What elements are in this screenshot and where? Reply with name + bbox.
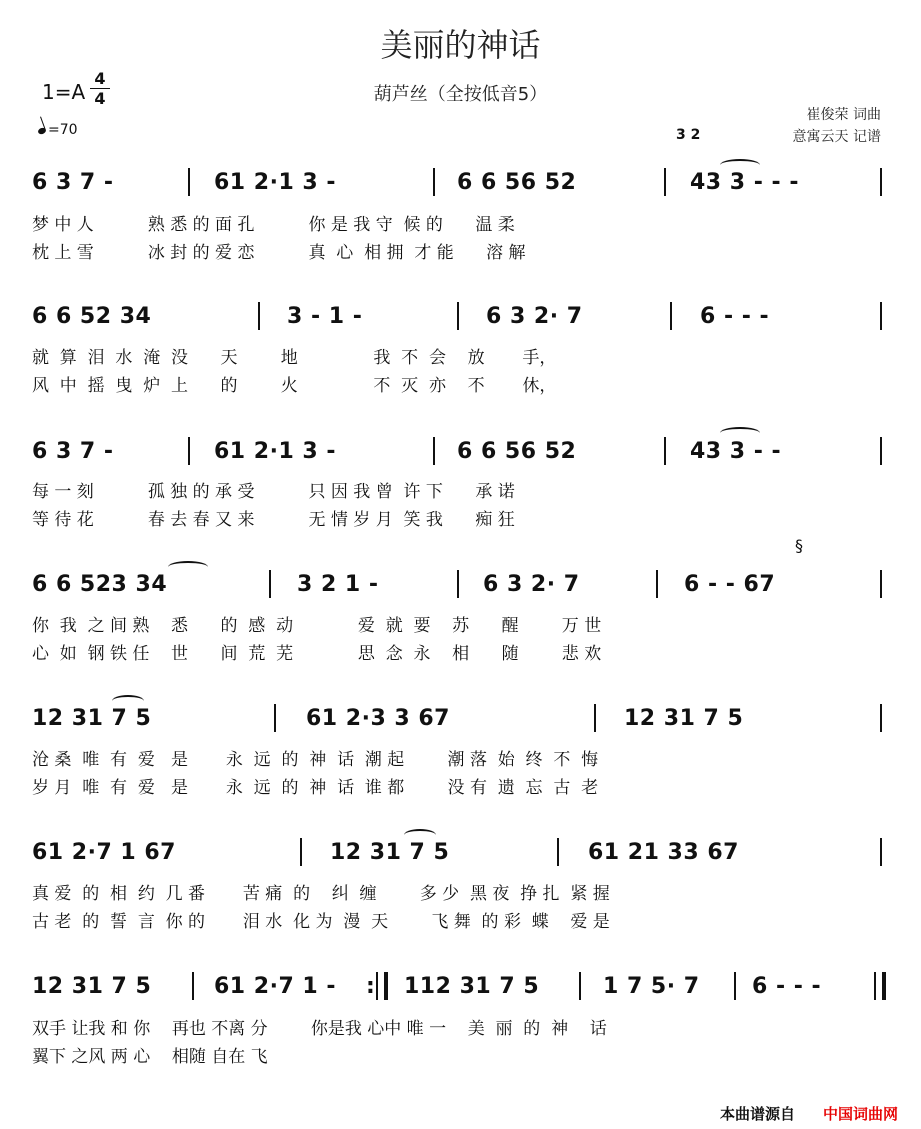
lyrics-verse-1: 你 我 之 间 熟 悉 的 感 动 爱 就 要 苏 醒 万 世	[32, 616, 602, 636]
barline	[664, 168, 666, 196]
barline	[594, 704, 596, 732]
lyrics-verse-2: 心 如 钢 铁 任 世 间 荒 芜 思 念 永 相 随 悲 欢	[32, 644, 602, 664]
score-measure: 61 2·7 1 -	[214, 974, 337, 999]
barline	[269, 570, 271, 598]
repeat-end-icon: :	[366, 974, 375, 999]
barline	[274, 704, 276, 732]
score-measure: 6 3 7 -	[32, 170, 114, 195]
barline	[579, 972, 581, 1000]
lyrics-verse-2: 翼下 之风 两 心 相随 自在 飞	[32, 1047, 268, 1067]
barline	[880, 168, 882, 196]
quarter-note-icon	[37, 127, 47, 135]
score-measure: 6 - - -	[752, 974, 822, 999]
tie-mark	[112, 695, 144, 707]
score-measure: 6 6 56 52	[457, 439, 577, 464]
barline	[457, 570, 459, 598]
score-measure: 6 - - 67	[684, 572, 776, 597]
score-measure: 3 2 1 -	[297, 572, 379, 597]
lyrics-verse-2: 古 老 的 誓 言 你 的 泪 水 化 为 漫 天 飞 舞 的 彩 蝶 爱 是	[32, 912, 610, 932]
score-measure: 12 31 7 5	[32, 974, 152, 999]
barline	[192, 972, 194, 1000]
time-signature	[90, 70, 110, 107]
key-signature: 1=A	[42, 80, 86, 104]
lyrics-verse-1: 就 算 泪 水 淹 没 天 地 我 不 会 放 手，	[32, 348, 557, 368]
arranger-credit: 意寓云天 记谱	[792, 129, 881, 145]
score-measure: 6 6 52 34	[32, 304, 152, 329]
lyrics-verse-2: 等 待 花 春 去 春 又 来 无 情 岁 月 笑 我 痴 狂	[32, 510, 515, 530]
barline	[734, 972, 736, 1000]
score-measure: 6 3 2· 7	[483, 572, 580, 597]
score-measure: 112 31 7 5	[404, 974, 540, 999]
lyrics-verse-2: 岁 月 唯 有 爱 是 永 远 的 神 话 谁 都 没 有 遗 忘 古 老	[32, 778, 599, 798]
barline	[880, 302, 882, 330]
barline	[258, 302, 260, 330]
barline	[880, 437, 882, 465]
barline	[457, 302, 459, 330]
source-label: 本曲谱源自	[720, 1105, 796, 1123]
score-measure: 43 3 - -	[690, 439, 782, 464]
song-title: 美丽的神话	[380, 26, 541, 64]
score-measure: 6 6 523 34	[32, 572, 168, 597]
instrument-subtitle: 葫芦丝（全按低音5）	[373, 84, 548, 105]
barline	[656, 570, 658, 598]
score-measure: 6 - - -	[700, 304, 770, 329]
tie-mark	[720, 159, 760, 171]
score-measure: 61 21 33 67	[588, 840, 739, 865]
lyrics-verse-1: 梦 中 人 熟 悉 的 面 孔 你 是 我 守 候 的 温 柔	[32, 215, 515, 235]
score-measure: 61 2·7 1 67	[32, 840, 176, 865]
barline	[880, 570, 882, 598]
barline	[188, 168, 190, 196]
barline	[880, 838, 882, 866]
score-measure: 12 31 7 5	[624, 706, 744, 731]
tempo-marking	[38, 122, 78, 138]
grace-notes: 3 2	[676, 127, 701, 143]
time-signature-top: 4	[94, 69, 106, 88]
repeat-barline	[376, 972, 388, 1000]
lyrics-verse-1: 沧 桑 唯 有 爱 是 永 远 的 神 话 潮 起 潮 落 始 终 不 悔	[32, 750, 599, 770]
lyricist-credit: 崔俊荣 词曲	[806, 107, 881, 123]
score-measure: 1 7 5· 7	[603, 974, 700, 999]
barline	[664, 437, 666, 465]
tempo-value: =70	[48, 122, 78, 138]
barline	[300, 838, 302, 866]
lyrics-verse-1: 真 爱 的 相 约 几 番 苦 痛 的 纠 缠 多 少 黑 夜 挣 扎 紧 握	[32, 884, 610, 904]
score-measure: 61 2·3 3 67	[306, 706, 450, 731]
time-signature-bottom: 4	[94, 89, 106, 108]
barline	[433, 168, 435, 196]
tie-mark	[720, 427, 760, 439]
barline	[188, 437, 190, 465]
lyrics-verse-2: 风 中 摇 曳 炉 上 的 火 不 灭 亦 不 休，	[32, 376, 557, 396]
score-measure: 61 2·1 3 -	[214, 170, 337, 195]
segno-icon: §	[795, 536, 803, 555]
barline	[433, 437, 435, 465]
lyrics-verse-1: 每 一 刻 孤 独 的 承 受 只 因 我 曾 许 下 承 诺	[32, 482, 515, 502]
score-measure: 61 2·1 3 -	[214, 439, 337, 464]
score-measure: 6 3 2· 7	[486, 304, 583, 329]
lyrics-verse-2: 枕 上 雪 冰 封 的 爱 恋 真 心 相 拥 才 能 溶 解	[32, 243, 526, 263]
tie-mark	[404, 829, 436, 841]
score-measure: 3 - 1 -	[287, 304, 363, 329]
barline	[670, 302, 672, 330]
source-site-link[interactable]: 中国词曲网	[823, 1105, 899, 1123]
score-measure: 12 31 7 5	[32, 706, 152, 731]
score-measure: 6 3 7 -	[32, 439, 114, 464]
score-measure: 12 31 7 5	[330, 840, 450, 865]
tie-mark	[168, 561, 208, 573]
score-measure: 43 3 - - -	[690, 170, 799, 195]
lyrics-verse-1: 双手 让我 和 你 再也 不离 分 你是我 心中 唯 一 美 丽 的 神 话	[32, 1019, 607, 1039]
barline	[557, 838, 559, 866]
score-measure: 6 6 56 52	[457, 170, 577, 195]
barline	[880, 704, 882, 732]
final-barline	[874, 972, 886, 1000]
